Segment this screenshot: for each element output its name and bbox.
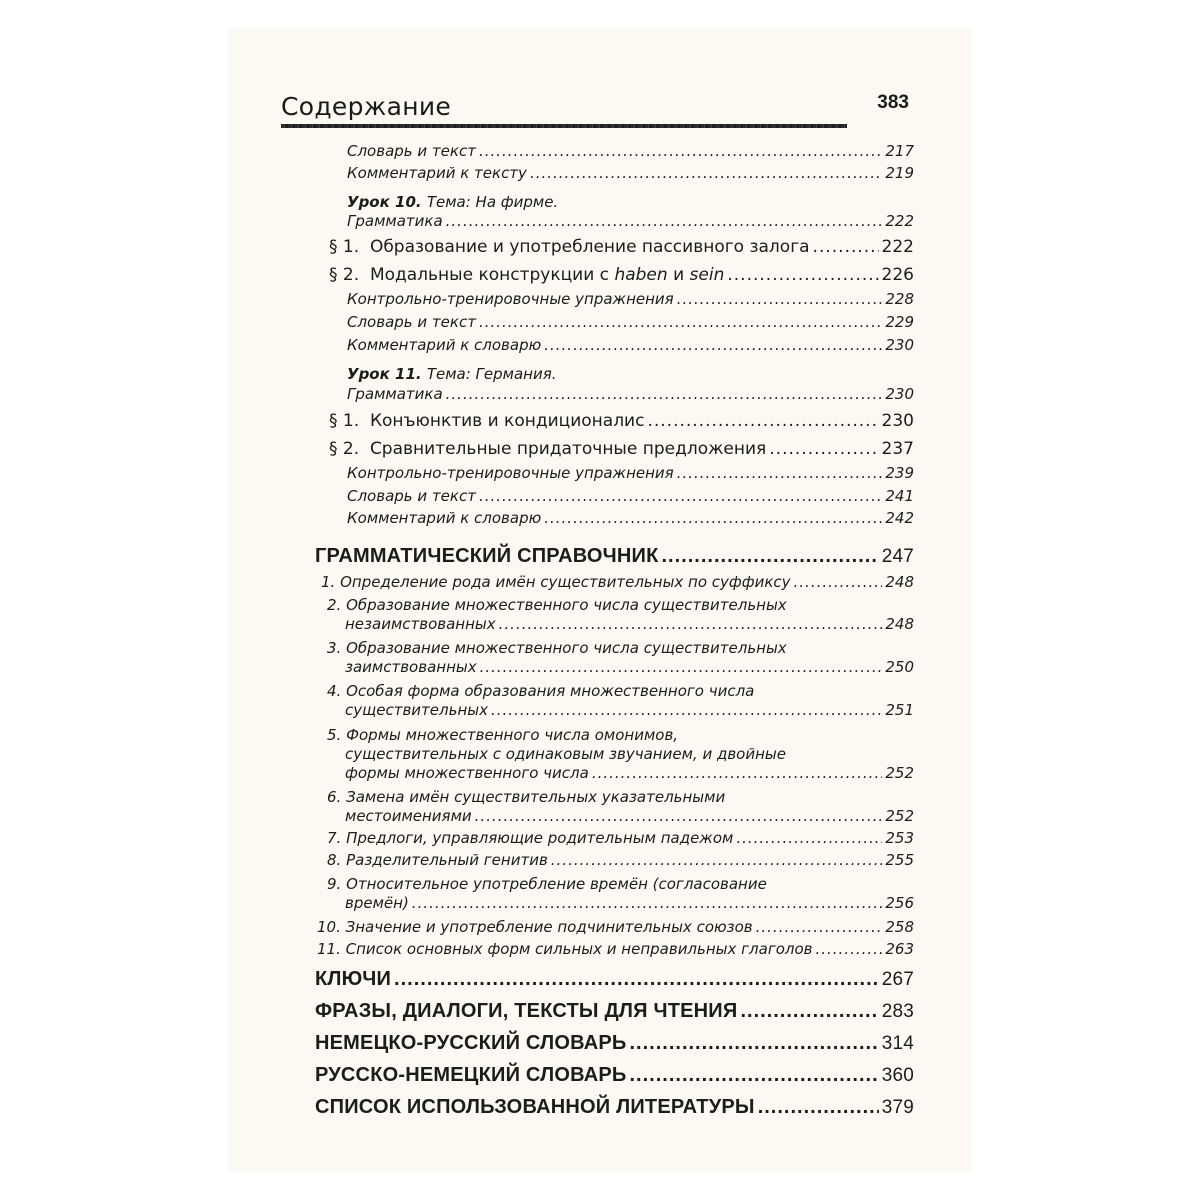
toc-entry-page: 263: [885, 940, 914, 958]
lesson-topic: Тема: На фирме.: [426, 193, 559, 211]
paragraph-number: § 1.: [329, 411, 360, 431]
dot-leader: [662, 545, 879, 568]
toc-entry-page: 253: [885, 829, 914, 847]
toc-entry-line: 9. Относительное употребление времён (согласование: [327, 875, 767, 893]
paragraph-title: Конъюнктив и кондиционалис: [369, 411, 645, 431]
dot-leader: [758, 1096, 879, 1119]
toc-entry[interactable]: [327, 851, 914, 869]
toc-section[interactable]: [315, 1096, 914, 1119]
toc-entry[interactable]: [347, 164, 914, 182]
toc-entry-page: 251: [885, 701, 914, 719]
lesson-heading: [347, 365, 557, 383]
toc-entry-page: 252: [885, 807, 914, 825]
toc-entry-label: заимствованных: [345, 658, 477, 676]
paragraph-title: Образование и употребление пассивного залога: [369, 237, 810, 257]
toc-entry-label: Контрольно-тренировочные упражнения: [347, 290, 674, 308]
toc-entry-page: 226: [881, 265, 914, 285]
toc-entry[interactable]: [345, 807, 914, 825]
dot-leader: [592, 764, 883, 782]
toc-entry-paragraph[interactable]: [329, 237, 914, 257]
book-page: [229, 30, 971, 1170]
dot-leader: [551, 851, 883, 869]
toc-entry-page: 237: [881, 439, 914, 459]
section-title: РУССКО-НЕМЕЦКИЙ СЛОВАРЬ: [315, 1064, 627, 1086]
toc-entry-label: 1. Определение рода имён существительных по суффиксу: [321, 573, 791, 591]
toc-entry-label: 11. Список основных форм сильных и неправильных глаголов: [317, 940, 813, 958]
toc-entry-page: 239: [885, 464, 914, 482]
dot-leader: [479, 313, 882, 331]
dot-leader: [544, 509, 882, 527]
toc-entry-label: формы множественного числа: [345, 764, 589, 782]
dot-leader: [499, 615, 883, 633]
toc-entry-label: Контрольно-тренировочные упражнения: [347, 464, 674, 482]
toc-entry-line: 2. Образование множественного числа существительных: [327, 596, 787, 614]
toc-entry-label: местоимениями: [345, 807, 472, 825]
toc-entry-line: 6. Замена имён существительных указательными: [327, 788, 726, 806]
conjunction: и: [673, 265, 685, 285]
toc-entry-line: существительных с одинаковым звучанием, и двойные: [345, 745, 786, 763]
paragraph-title: Сравнительные придаточные предложения: [369, 439, 767, 459]
dot-leader: [394, 968, 879, 991]
toc-entry[interactable]: [347, 464, 914, 482]
section-title: ФРАЗЫ, ДИАЛОГИ, ТЕКСТЫ ДЛЯ ЧТЕНИЯ: [315, 1000, 738, 1022]
toc-entry-grammar[interactable]: [347, 212, 914, 230]
dot-leader: [813, 237, 879, 257]
toc-entry-label: [329, 439, 766, 459]
toc-entry-page: 230: [885, 336, 914, 354]
toc-entry-page: 222: [885, 212, 914, 230]
section-page: 379: [881, 1097, 914, 1118]
toc-entry-line: 5. Формы множественного числа омонимов,: [327, 726, 679, 744]
section-page: 267: [881, 969, 914, 990]
paragraph-number: § 2.: [329, 265, 360, 285]
toc-entry[interactable]: [347, 487, 914, 505]
toc-entry-page: 217: [885, 142, 914, 160]
section-title: ГРАММАТИЧЕСКИЙ СПРАВОЧНИК: [315, 545, 659, 567]
table-of-contents: [229, 30, 971, 1170]
dot-leader: [677, 464, 883, 482]
toc-entry[interactable]: [347, 142, 914, 160]
toc-entry-label: Комментарий к словарю: [347, 336, 542, 354]
section-page: 283: [881, 1001, 914, 1022]
toc-entry-line: 3. Образование множественного числа существительных: [327, 639, 787, 657]
dot-leader: [736, 829, 882, 847]
toc-entry[interactable]: [347, 290, 914, 308]
section-page: 360: [881, 1065, 914, 1086]
dot-leader: [446, 385, 883, 403]
toc-entry-page: 230: [885, 385, 914, 403]
toc-entry-label: 7. Предлоги, управляющие родительным падежом: [327, 829, 734, 847]
toc-section-grammar-reference[interactable]: [315, 545, 914, 568]
paragraph-number: § 1.: [329, 237, 360, 257]
toc-entry[interactable]: [327, 829, 914, 847]
toc-entry-grammar[interactable]: [347, 385, 914, 403]
dot-leader: [647, 411, 878, 431]
toc-entry-label: Грамматика: [347, 212, 443, 230]
toc-entry-page: 242: [885, 509, 914, 527]
dot-leader: [629, 1032, 878, 1055]
toc-entry-page: 228: [885, 290, 914, 308]
dot-leader: [740, 1000, 878, 1023]
section-page: 247: [881, 546, 914, 567]
dot-leader: [480, 658, 883, 676]
toc-section[interactable]: [315, 1064, 914, 1087]
toc-entry-label: Комментарий к словарю: [347, 509, 542, 527]
german-term: sein: [689, 265, 725, 285]
dot-leader: [756, 918, 883, 936]
toc-entry-label: [329, 265, 724, 285]
toc-entry-page: 229: [885, 313, 914, 331]
running-head: Содержание: [281, 92, 452, 121]
section-page: 314: [881, 1033, 914, 1054]
toc-entry-page: 250: [885, 658, 914, 676]
paragraph-title: Модальные конструкции с: [369, 265, 610, 285]
toc-entry-paragraph[interactable]: [329, 265, 914, 285]
toc-entry[interactable]: [345, 701, 914, 719]
toc-entry[interactable]: [345, 658, 914, 676]
toc-entry-label: 8. Разделительный генитив: [327, 851, 548, 869]
toc-entry-page: 258: [885, 918, 914, 936]
dot-leader: [479, 142, 882, 160]
dot-leader: [530, 164, 882, 182]
toc-entry-label: 10. Значение и употребление подчинительных союзов: [317, 918, 753, 936]
lesson-title: Урок 10.: [347, 193, 422, 211]
dot-leader: [769, 439, 878, 459]
toc-entry-label: [329, 237, 810, 257]
toc-entry[interactable]: [347, 313, 914, 331]
toc-entry-paragraph[interactable]: [329, 411, 914, 431]
toc-entry-page: 256: [885, 894, 914, 912]
dot-leader: [794, 573, 883, 591]
toc-entry[interactable]: [345, 894, 914, 912]
dot-leader: [815, 940, 882, 958]
toc-section[interactable]: [315, 1032, 914, 1055]
toc-entry[interactable]: [317, 918, 914, 936]
toc-entry[interactable]: [317, 940, 914, 958]
toc-entry-page: 248: [885, 615, 914, 633]
toc-entry[interactable]: [345, 615, 914, 633]
lesson-topic: Тема: Германия.: [426, 365, 557, 383]
paragraph-number: § 2.: [329, 439, 360, 459]
dot-leader: [727, 265, 878, 285]
lesson-heading: [347, 193, 558, 211]
dot-leader: [446, 212, 883, 230]
toc-entry-label: Грамматика: [347, 385, 443, 403]
toc-section[interactable]: [315, 968, 914, 991]
toc-entry-label: Словарь и текст: [347, 142, 476, 160]
dot-leader: [491, 701, 882, 719]
toc-entry-line: 4. Особая форма образования множественного числа: [327, 682, 755, 700]
toc-entry-label: существительных: [345, 701, 488, 719]
toc-entry-page: 219: [885, 164, 914, 182]
toc-entry-label: незаимствованных: [345, 615, 496, 633]
toc-entry-label: [329, 411, 644, 431]
section-title: КЛЮЧИ: [315, 968, 392, 990]
toc-entry-label: Словарь и текст: [347, 487, 476, 505]
section-title: НЕМЕЦКО-РУССКИЙ СЛОВАРЬ: [315, 1032, 627, 1054]
page-number: 383: [877, 92, 909, 113]
german-term: haben: [614, 265, 668, 285]
dot-leader: [475, 807, 883, 825]
toc-entry-page: 255: [885, 851, 914, 869]
toc-section[interactable]: [315, 1000, 914, 1023]
lesson-title: Урок 11.: [347, 365, 422, 383]
toc-entry-page: 248: [885, 573, 914, 591]
toc-entry-label: времён): [345, 894, 409, 912]
toc-entry-page: 222: [881, 237, 914, 257]
toc-entry[interactable]: [345, 764, 914, 782]
toc-entry-label: Словарь и текст: [347, 313, 476, 331]
toc-entry[interactable]: [347, 336, 914, 354]
dot-leader: [412, 894, 883, 912]
toc-entry-page: 230: [881, 411, 914, 431]
dot-leader: [479, 487, 882, 505]
toc-entry-page: 241: [885, 487, 914, 505]
toc-entry[interactable]: [347, 509, 914, 527]
toc-entry-paragraph[interactable]: [329, 439, 914, 459]
toc-entry-label: Комментарий к тексту: [347, 164, 527, 182]
dot-leader: [629, 1064, 878, 1087]
dot-leader: [544, 336, 882, 354]
dot-leader: [677, 290, 883, 308]
section-title: СПИСОК ИСПОЛЬЗОВАННОЙ ЛИТЕРАТУРЫ: [315, 1096, 755, 1118]
toc-entry-page: 252: [885, 764, 914, 782]
toc-entry[interactable]: [321, 573, 914, 591]
